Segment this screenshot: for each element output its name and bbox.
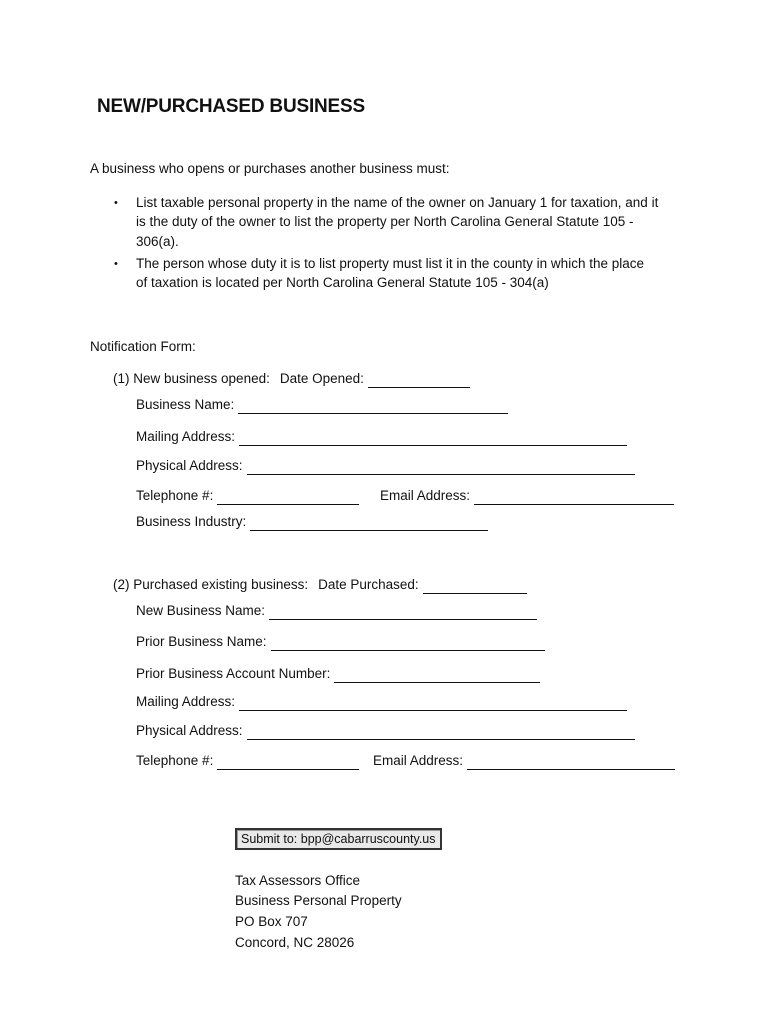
date-purchased-label: Date Purchased:: [318, 577, 419, 592]
prior-business-name-label: Prior Business Name:: [136, 634, 267, 649]
mailing-address-field[interactable]: [239, 431, 627, 446]
mailing-address-row: [136, 428, 627, 446]
new-business-name-row: [136, 602, 537, 620]
section1-heading: (1) New business opened:: [113, 371, 270, 386]
notification-form-label: Notification Form:: [90, 339, 196, 354]
section2-heading-row: [113, 576, 527, 594]
office-line-3: PO Box 707: [235, 914, 308, 929]
submit-button[interactable]: Submit to: bpp@cabarruscounty.us: [235, 828, 442, 850]
business-name-row: [136, 396, 508, 414]
mailing-address-label: Mailing Address:: [136, 429, 236, 444]
section2-heading: (2) Purchased existing business:: [113, 577, 309, 592]
email-row-2: [373, 752, 675, 770]
bullet-1-line-3: 306(a).: [136, 234, 179, 249]
prior-business-name-row: [136, 633, 545, 651]
telephone-field-2[interactable]: [217, 755, 359, 770]
intro-text: A business who opens or purchases another business must:: [90, 161, 450, 176]
bullet-2-line-1: The person whose duty it is to list property must list it in the county in which the place: [136, 256, 644, 271]
page-title: NEW/PURCHASED BUSINESS: [97, 96, 365, 117]
date-opened-label: Date Opened:: [279, 371, 364, 386]
physical-address-field-2[interactable]: [247, 725, 635, 740]
business-industry-field[interactable]: [250, 516, 488, 531]
office-line-4: Concord, NC 28026: [235, 935, 355, 950]
prior-account-number-field[interactable]: [334, 668, 540, 683]
business-industry-label: Business Industry:: [136, 514, 247, 529]
date-opened-field[interactable]: [368, 373, 470, 388]
mailing-address-label-2: Mailing Address:: [136, 694, 236, 709]
email-field[interactable]: [474, 490, 674, 505]
bullet-1-line-2: is the duty of the owner to list the property per North Carolina General Statute 105 -: [136, 214, 634, 229]
physical-address-label: Physical Address:: [136, 458, 243, 473]
business-name-field[interactable]: [238, 399, 508, 414]
physical-address-field[interactable]: [247, 460, 635, 475]
new-business-name-label: New Business Name:: [136, 603, 266, 618]
office-line-2: Business Personal Property: [235, 893, 402, 908]
prior-account-number-label: Prior Business Account Number:: [136, 666, 331, 681]
mailing-address-row-2: [136, 693, 627, 711]
bullet-1-line-1: List taxable personal property in the name of the owner on January 1 for taxation, and it: [136, 195, 659, 210]
email-label-2: Email Address:: [373, 753, 464, 768]
email-field-2[interactable]: [467, 755, 675, 770]
email-row: [380, 487, 674, 505]
business-name-label: Business Name:: [136, 397, 235, 412]
bullet-marker: •: [114, 197, 118, 209]
physical-address-label-2: Physical Address:: [136, 723, 243, 738]
date-purchased-field[interactable]: [423, 579, 527, 594]
physical-address-row-2: [136, 722, 635, 740]
telephone-label-2: Telephone #:: [136, 753, 214, 768]
telephone-row-2: [136, 752, 359, 770]
email-label: Email Address:: [380, 488, 471, 503]
new-business-name-field[interactable]: [269, 605, 537, 620]
telephone-label: Telephone #:: [136, 488, 214, 503]
physical-address-row: [136, 457, 635, 475]
bullet-marker: •: [114, 258, 118, 270]
section1-heading-row: [113, 370, 470, 388]
mailing-address-field-2[interactable]: [239, 696, 627, 711]
business-industry-row: [136, 513, 488, 531]
telephone-row: [136, 487, 359, 505]
telephone-field[interactable]: [217, 490, 359, 505]
office-line-1: Tax Assessors Office: [235, 873, 361, 888]
prior-account-number-row: [136, 665, 540, 683]
prior-business-name-field[interactable]: [271, 636, 545, 651]
bullet-2-line-2: of taxation is located per North Carolina General Statute 105 - 304(a): [136, 275, 549, 290]
